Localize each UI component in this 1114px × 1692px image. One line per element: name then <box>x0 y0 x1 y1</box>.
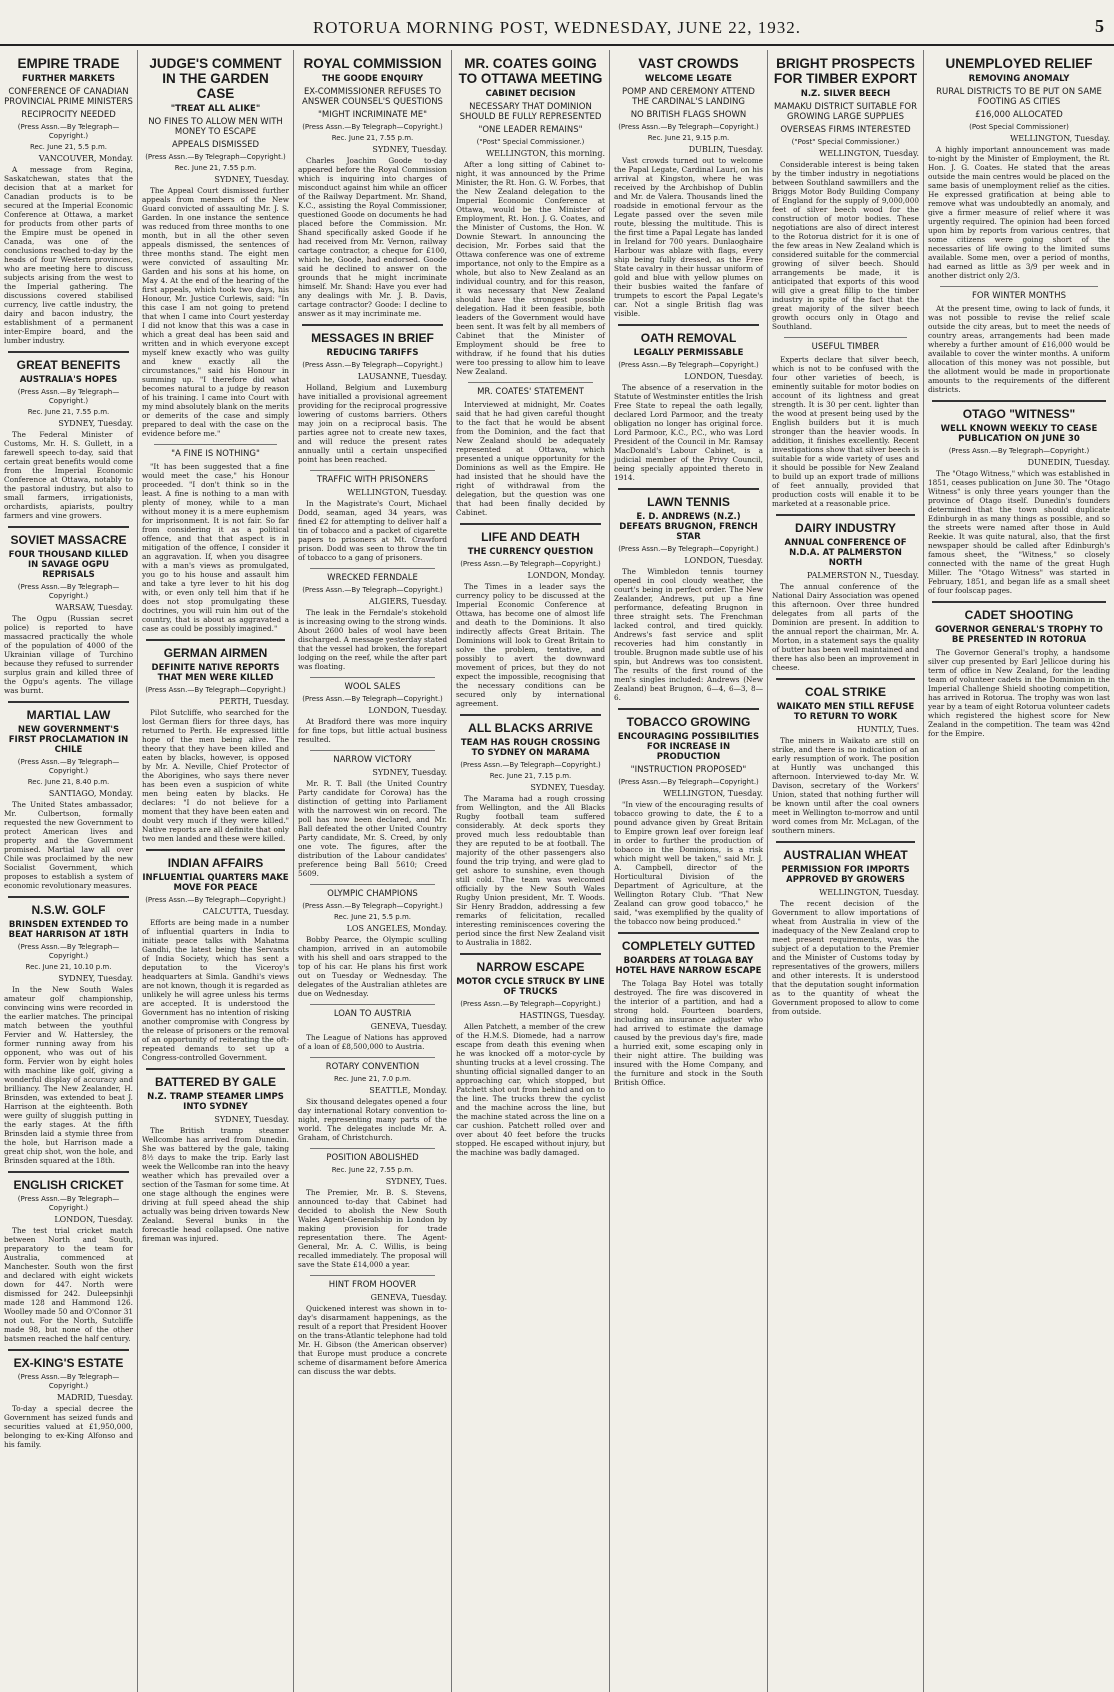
masthead-rule <box>0 44 1114 46</box>
press-credit: (Press Assn.—By Telegraph—Copyright.) <box>618 123 759 131</box>
article-body: The test trial cricket match between North and South, preparatory to the team for Australia, commenced at Manchester. South won the first and declared with eight wickets down for 447. North were dismissed for 242. Duleepsinhji made 128 and Hammond 126. Woolley made 50 and O'Connor 31 not out. For the North, Sutcliffe made 98, but none of the other batsmen reached the half century. <box>4 1226 133 1343</box>
press-credit: (Press Assn.—By Telegraph—Copyright.) <box>618 545 759 553</box>
article-headline: OTAGO "WITNESS" <box>962 407 1076 421</box>
article <box>614 708 763 926</box>
article-divider <box>146 1068 285 1070</box>
section-divider <box>940 286 1098 287</box>
article-divider <box>618 708 759 710</box>
article-body: In the Magistrate's Court, Michael Dodd, seaman, aged 34 years, was fined £2 for attempting to deliver half a tin of tobacco and a packet of cigarette papers to prisoners at Mt. Crawford prison. Dodd was seen to throw the tin of tobacco to a gang of prisoners. <box>298 499 447 562</box>
article-dateline: LONDON, Tuesday. <box>368 706 447 715</box>
article-body: Experts declare that silver beech, which is not to be confused with the four other varieties of beech, is eminently suitable for motor bodies on account of its lightness and great strength. It is 30 per cent. lighter than the wood at present being used by the English builders but it is much stronger than the heavier woods. In addition, it finishes excellently. Recent investigations show that silver beech is suitable for a wide variety of uses and it should be possible for New Zealand to build up an export trade of millions of feet annually, provided that production costs will enable it to be marketed at a reasonable price. <box>772 355 919 508</box>
article-subhead: HINT FROM HOOVER <box>328 1280 417 1290</box>
press-credit: (Press Assn.—By Telegraph—Copyright.) <box>302 361 443 369</box>
article-dateline: WELLINGTON, Tuesday. <box>819 888 919 897</box>
article-subhead: REMOVING ANOMALY <box>968 74 1070 84</box>
article-dateline: LONDON, Tuesday. <box>684 556 763 565</box>
article-divider <box>460 523 601 525</box>
article-headline: COAL STRIKE <box>804 685 887 699</box>
article-body: The "Otago Witness," which was established in 1851, ceases publication on June 30. The "Otago Witness" is only three years younger than the province of Otago itself. Dunedin's founders determined that the town should duplicate Edinburgh in as many things as possible, and so the streets were named after those in Auld Reekie. It was quite natural, also, that the first newspaper should be called after Edinburgh's famous sheet, the "Witness," so closely connected with the name of the great Hugh Miller. The "Otago Witness" was started in February, 1851, and began life as a small sheet of four foolscap pages. <box>928 469 1110 595</box>
article-dateline: MADRID, Tuesday. <box>57 1393 133 1402</box>
article-body: Bobby Pearce, the Olympic sculling champion, arrived in an automobile with his shell and oars strapped to the top of his car. He plans his first work out on Tuesday or Wednesday. The delegates of the Australian athletes are due on Wednesday. <box>298 935 447 998</box>
article-body: A highly important announcement was made to-night by the Minister of Employment, the Rt. Hon. J. G. Coates. He stated that the areas outside the main centres would be placed on the same basis of unemployment relief as the cities. He expressed gratification at being able to remove what was undoubtedly an anomaly, and give a firmer measure of relief where it was urgently required. The opinion had been forced upon him by reports from various centres, that some citizens were going short of the necessaries of life owing to the limited sums available. Some men, over a period of months, had earned as little as 3/9 per week and in another district only 2/3. <box>928 145 1110 280</box>
section-divider <box>310 568 435 569</box>
article-divider <box>618 488 759 490</box>
article-headline: COMPLETELY GUTTED <box>621 939 756 953</box>
article <box>614 932 763 1087</box>
column-1 <box>0 50 138 1692</box>
article-divider <box>8 896 129 898</box>
article-dateline: LONDON, Tuesday. <box>684 372 763 381</box>
column-3 <box>294 50 452 1692</box>
article-body: The Tolaga Bay Hotel was totally destroyed. The fire was discovered in the interior of a partition, and had a strong hold. Fourteen boarders, including an insurance adjuster who had arrived to estimate the damage caused by the previous day's fire, made a hurried exit, some escaping only in their night attire. The building was insured with the Home Company, and the furniture and stock in the South British Office. <box>614 979 763 1087</box>
article-divider <box>618 324 759 326</box>
article-body: The recent decision of the Government to allow importations of wheat from Australia in view of the inadequacy of the New Zealand crop to meet present requirements, was the subject of a deputation to the Premier and the Minister of Customs today by representatives of the growers, millers and other interests. It is understood that the deputation sought information as to the quantity of wheat the Government proposed to allow to come from outside. <box>772 899 919 1016</box>
article-dateline: PERTH, Tuesday. <box>219 697 289 706</box>
article-dateline: GENEVA, Tuesday. <box>370 1293 447 1302</box>
article <box>614 56 763 318</box>
article-subhead: INFLUENTIAL QUARTERS MAKE MOVE FOR PEACE <box>142 873 289 893</box>
article-subhead: AUSTRALIA'S HOPES <box>19 375 118 385</box>
article-dateline: GENEVA, Tuesday. <box>370 1022 447 1031</box>
article <box>928 601 1110 738</box>
article-subhead: WOOL SALES <box>344 682 401 692</box>
article-body: The leak in the Ferndale's stokehold is increasing owing to the strong winds. About 2600 bales of wool have been discharged. A message yesterday stated that the vessel had broken, the forepart lodging on the reef, while the after part was floating. <box>298 608 447 671</box>
article-body: Holland, Belgium and Luxemburg have initialled a provisional agreement providing for the reciprocal progressive lowering of customs barriers. Others may join on a reciprocal basis. The parties agree not to create new taxes, and will reduce the present rates annually until a certain unspecified point has been reached. <box>298 383 447 464</box>
received-date: Rec. June 21, 9.15 p.m. <box>647 134 730 142</box>
article-subhead: RURAL DISTRICTS TO BE PUT ON SAME FOOTING AS CITIES <box>936 87 1102 107</box>
article-divider <box>460 714 601 716</box>
section-divider <box>310 677 435 678</box>
article-headline: SOVIET MASSACRE <box>10 533 127 547</box>
article <box>298 324 447 464</box>
article <box>298 1004 447 1051</box>
article-subhead: "MIGHT INCRIMINATE ME" <box>317 110 428 120</box>
article-divider <box>146 849 285 851</box>
article-body: Quickened interest was shown in to-day's disarmament happenings, as the result of a report that President Hoover on the trans-Atlantic telephone had told Mr. H. Gibson (the American observer) that Europe must produce a concrete scheme of disarmament before America can discuss the war debts. <box>298 1304 447 1376</box>
article-headline: MR. COATES GOING TO OTTAWA MEETING <box>458 56 603 86</box>
article-divider <box>8 1349 129 1351</box>
press-credit: (Press Assn.—By Telegraph—Copyright.) <box>948 447 1090 455</box>
article-dateline: PALMERSTON N., Tuesday. <box>806 571 919 580</box>
article-subhead: WAIKATO MEN STILL REFUSE TO RETURN TO WORK <box>776 702 915 722</box>
article-subhead: DEFINITE NATIVE REPORTS THAT MEN WERE KILLED <box>151 663 280 683</box>
column-2 <box>138 50 294 1692</box>
press-credit: (Press Assn.—By Telegraph—Copyright.) <box>145 686 286 694</box>
press-credit: (Press Assn.—By Telegraph—Copyright.) <box>302 123 443 131</box>
article-subhead: REDUCING TARIFFS <box>326 348 419 358</box>
article-dateline: LONDON, Tuesday. <box>54 1215 133 1224</box>
article <box>4 896 133 1165</box>
article-subhead: NO BRITISH FLAGS SHOWN <box>630 110 747 120</box>
column-4 <box>452 50 610 1692</box>
article <box>614 488 763 702</box>
press-credit: (Press Assn.—By Telegraph—Copyright.) <box>17 758 120 775</box>
masthead-title: ROTORUA MORNING POST, WEDNESDAY, JUNE 22, 1932. <box>312 18 802 37</box>
article-subhead: FURTHER MARKETS <box>22 74 115 84</box>
article-dateline: LAUSANNE, Tuesday. <box>357 372 447 381</box>
article <box>142 1068 289 1243</box>
press-credit: (Press Assn.—By Telegraph—Copyright.) <box>17 123 120 140</box>
article-headline: DAIRY INDUSTRY <box>795 521 896 535</box>
article-headline: UNEMPLOYED RELIEF <box>945 56 1093 71</box>
article-body: At the present time, owing to lack of funds, it was not possible to revise the relief scale outside the city areas, but to meet the needs of country areas, arrangements had been made whereby a further amount of £16,000 would be available to cover the winter months. A uniform allocation of this money was not possible, but the allotment would be made in proportionate amounts to the requirements of the different districts. <box>928 304 1110 394</box>
article-subhead: USEFUL TIMBER <box>811 342 880 352</box>
article <box>772 678 919 835</box>
article-headline: LIFE AND DEATH <box>481 530 580 544</box>
article-headline: EX-KING'S ESTATE <box>13 1356 124 1370</box>
received-date: Rec. June 21, 7.0 p.m. <box>333 1075 412 1083</box>
article-subhead: ANNUAL CONFERENCE OF N.D.A. AT PALMERSTON NORTH <box>784 538 907 568</box>
article-headline: BATTERED BY GALE <box>155 1075 276 1089</box>
article-subhead: MAMAKU DISTRICT SUITABLE FOR GROWING LARGE SUPPLIES <box>773 102 918 122</box>
section-divider <box>784 337 907 338</box>
press-credit: ("Post" Special Commissioner.) <box>791 138 900 146</box>
press-credit: (Press Assn.—By Telegraph—Copyright.) <box>17 1195 120 1212</box>
article <box>142 849 289 1062</box>
article <box>298 677 447 744</box>
article <box>928 286 1110 394</box>
article-dateline: SYDNEY, Tuesday. <box>58 974 133 983</box>
page-number: 5 <box>1095 16 1104 36</box>
received-date: Rec. June 21, 7.55 p.m. <box>174 164 257 172</box>
press-credit: (Press Assn.—By Telegraph—Copyright.) <box>618 778 759 786</box>
article-dateline: DUNEDIN, Tuesday. <box>1027 458 1110 467</box>
article-subhead: LOAN TO AUSTRIA <box>333 1009 412 1019</box>
article-headline: MARTIAL LAW <box>26 708 111 722</box>
article <box>456 56 605 376</box>
article-divider <box>618 932 759 934</box>
article-headline: ROYAL COMMISSION <box>303 56 442 71</box>
article-dateline: SYDNEY, Tuesday. <box>372 768 447 777</box>
section-divider <box>310 1057 435 1058</box>
article <box>772 337 919 508</box>
article-body: The Marama had a rough crossing from Wellington, and the All Blacks Rugby football team suffered considerably. At deck sports they proved much less redoubtable than they are reputed to be at football. The majority of the other passengers also found the trip trying, and were glad to get ashore to sunshine, even though still cold. The team was welcomed officially by the New South Wales Rugby Union president, Mr. T. Woods. Sir Henry Braddon, addressing a few remarks of felicitation, recalled interesting reminiscences covering the period since the first New Zealand visit to Australia in 1882. <box>456 794 605 947</box>
article-subhead: NO FINES TO ALLOW MEN WITH MONEY TO ESCAPE <box>148 117 283 137</box>
article-headline: AUSTRALIAN WHEAT <box>783 848 908 862</box>
section-divider <box>310 884 435 885</box>
article <box>4 1349 133 1449</box>
article-body: Considerable interest is being taken by the timber industry in negotiations between Southland sawmillers and the Briggs Motor Body Building Company of England for the supply of 9,000,000 feet of silver beech wood for the construction of motor bodies. These negotiations are also of direct interest to the Rotorua district for it is one of the few areas in New Zealand which is considered suitable for the commercial growing of silver beech. Should arrangements be made, it is anticipated that exports of this wood will give a great fillip to the timber industry in spite of the fact that the great majority of the silver beech growth occurs only in Otago and Southland. <box>772 160 919 331</box>
article-subhead: TRAFFIC WITH PRISONERS <box>316 475 429 485</box>
article-body: Allen Patchett, a member of the crew of the H.M.S. Diomede, had a narrow escape from death this evening when he was knocked off a motor-cycle by shunting trucks at a level crossing. The shunting official signalled danger to an approaching car, which stopped, but Patchett shot out from behind and on to the line. The trucks threw the cyclist and the machine across the line, but the machine stated across the line on a car cushion. Patchett rolled over and over about 40 feet before the trucks stopped. He escaped without injury, but the machine was badly damaged. <box>456 1022 605 1157</box>
article-dateline: CALCUTTA, Tuesday. <box>202 907 289 916</box>
press-credit: (Press Assn.—By Telegraph—Copyright.) <box>17 388 120 405</box>
article-subhead: ENCOURAGING POSSIBILITIES FOR INCREASE IN PRODUCTION <box>617 732 760 762</box>
article <box>928 400 1110 595</box>
article <box>142 444 289 633</box>
article-body: The Appeal Court dismissed further appeals from members of the New Guard convicted of assaulting Mr. J. S. Garden. In one instance the sentence was reduced from three months to one month, but in all the other seven appeals dismissed, the sentences of three months stand. The eight men were convicted of assaulting Mr. Garden and his sons at his home, on May 4. At the end of the hearing of the first appeals, which took two days, his Honour, Mr. Justice Curlewis, said: "In this case I am not going to pretend that when I came into Court yesterday I did not know that this was a case in which a great deal has been said and written and in which everyone except myself knew exactly who was guilty and knew exactly all the circumstances," said his Honour in summing up. "I therefore did what becomes natural to a judge by reason of his training. I came into Court with my mind absolutely blank on the merits or demerits of the case and simply prepared to deal with the case on the evidence before me." <box>142 186 289 438</box>
article-body: The League of Nations has approved of a loan of £8,500,000 to Austria. <box>298 1033 447 1051</box>
article <box>928 56 1110 280</box>
column-5 <box>610 50 768 1692</box>
article-dateline: HUNTLY, Tues. <box>856 725 919 734</box>
article-divider <box>8 351 129 353</box>
article-body: Interviewed at midnight, Mr. Coates said that he had given careful thought to the fact that he would be absent from the Dominion, and the fact that New Zealand should be adequately represented at Ottawa, which presented a unique opportunity for the Dominions as well as the Empire. He had insisted that he should have the right of withdrawal from the delegation, but the question was one that had been finally decided by Cabinet. <box>456 400 605 517</box>
article-dateline: WELLINGTON, Tuesday. <box>819 149 919 158</box>
article-subhead: TEAM HAS ROUGH CROSSING TO SYDNEY ON MARAMA <box>460 738 601 758</box>
article-subhead: "A FINE IS NOTHING" <box>171 449 260 459</box>
article-subhead: E. D. ANDREWS (N.Z.) DEFEATS BRUGNON, FRENCH STAR <box>619 512 758 542</box>
article <box>298 1148 447 1269</box>
article-divider <box>932 601 1106 603</box>
press-credit: (Press Assn.—By Telegraph—Copyright.) <box>17 583 120 600</box>
article-body: Mr. R. T. Ball (the United Country Party candidate for Corowa) has the distinction of getting into Parliament with the narrowest win on record. The poll has now been declared, and Mr. Ball defeated the other United Country Party candidate, Mr. S. Creed, by only one vote. The figures, after the distribution of the Labour candidates' preference being Ball 5610; Creed 5609. <box>298 779 447 878</box>
received-date: Rec. June 21, 7.15 p.m. <box>489 772 572 780</box>
received-date: Rec. June 21, 8.40 p.m. <box>27 778 110 786</box>
article-divider <box>776 514 915 516</box>
article-dateline: SYDNEY, Tuesday. <box>214 175 289 184</box>
press-credit: (Post Special Commissioner) <box>969 123 1069 131</box>
article-headline: TOBACCO GROWING <box>626 715 751 729</box>
article-dateline: WELLINGTON, this morning. <box>485 149 605 158</box>
article <box>772 841 919 1016</box>
article-subhead: "TREAT ALL ALIKE" <box>170 104 261 114</box>
article-headline: N.S.W. GOLF <box>31 903 106 917</box>
article-subhead: NEW GOVERNMENT'S FIRST PROCLAMATION IN CHILE <box>8 725 129 755</box>
article-subhead: FOR WINTER MONTHS <box>972 291 1066 301</box>
masthead <box>0 0 1114 46</box>
press-credit: (Press Assn.—By Telegraph—Copyright.) <box>460 1000 601 1008</box>
article-headline: OATH REMOVAL <box>640 331 737 345</box>
press-credit: (Press Assn.—By Telegraph—Copyright.) <box>302 586 443 594</box>
article <box>456 953 605 1157</box>
received-date: Rec. June 21, 10.10 p.m. <box>25 963 112 971</box>
article-dateline: SANTIAGO, Monday. <box>48 789 133 798</box>
article-body: "It has been suggested that a fine would meet the case," his Honour proceeded. "I don't think so in the least. A fine is nothing to a man with plenty of money, while to a man without money it is a mere euphemism for imprisonment. It is not fair. So far from considering it as a political offence, and that that aspect is in mitigation of the offence, I consider it an aggravation. If, when you disagree with a man's views as promulgated, you go to his house and assault him and take a tyre lever to hit his dog with, or even only tell him that if he does not stop promulgating these doctrines, you will ruin him out of the country, that is about as aggravated a case as could be possibly imagined." <box>142 462 289 633</box>
article-divider <box>460 953 601 955</box>
article-body: Six thousand delegates opened a four day international Rotary convention to-night, representing many parts of the world. The delegates include Mr. A. Graham, of Christchurch. <box>298 1097 447 1142</box>
article-dateline: VANCOUVER, Monday. <box>38 154 133 163</box>
article <box>298 884 447 998</box>
article-dateline: HASTINGS, Tuesday. <box>519 1011 605 1020</box>
article-subhead: RECIPROCITY NEEDED <box>21 110 116 120</box>
article <box>4 351 133 520</box>
article <box>298 568 447 671</box>
article <box>4 56 133 345</box>
article-subhead: THE GOODE ENQUIRY <box>321 74 424 84</box>
article-subhead: PERMISSION FOR IMPORTS APPROVED BY GROWERS <box>781 865 910 885</box>
article <box>772 56 919 331</box>
article-headline: LAWN TENNIS <box>647 495 730 509</box>
article-headline: EMPIRE TRADE <box>17 56 120 71</box>
article-subhead: "INSTRUCTION PROPOSED" <box>630 765 747 775</box>
article-body: The Times in a leader says the currency policy to be discussed at the Imperial Economic Conference at Ottawa, has become one of almost life and death to the Dominions. It also indirectly affects Great Britain. The Dominions will look to Great Britain to solve the problem, tentative, and possibly to avert the downward movement of prices, but they do not expect the impossible, recognising that the necessary conditions can be secured only by international agreement. <box>456 582 605 708</box>
article-dateline: DUBLIN, Tuesday. <box>688 145 763 154</box>
article-body: The Ogpu (Russian secret police) is reported to have massacred practically the whole of the population of 4000 of the Ukrainian village of Turchino because they refused to surrender surplus grain and killed three of the Ogpu's agents. The village was burnt. <box>4 614 133 695</box>
article-body: The miners in Waikato are still on strike, and there is no indication of an early resumption of work. The position at Huntly was unchanged this afternoon. Interviewed to-day Mr. W. Davison, secretary of the Workers' Union, stated that nothing further will be known until after the coal owners meet in Wellington to-morrow and until word comes from Mr. McLagan, of the southern miners. <box>772 736 919 835</box>
article <box>298 56 447 318</box>
press-credit: ("Post" Special Commissioner.) <box>476 138 585 146</box>
article-divider <box>932 400 1106 402</box>
article-body: In the New South Wales amateur golf championship, convincing wins were recorded in the earlier matches. The principal match between the youthful Fervier and W. Hattersley, the former running away from his opponent, who was out of his form. Fervier won by eight holes with machine like golf, giving a wonderful display of accuracy and brilliancy. The New Zealander, H. Brinsden, was extended to beat J. Harrison at the eighteenth. Both were guilty of sluggish putting in the early stages. At the fifth Brinsden laid a stymie three from the hole, but Harrison made a great chip shot, won the hole, and Brinsden squared at the 18th. <box>4 985 133 1165</box>
column-7 <box>924 50 1114 1692</box>
received-date: Rec. June 21, 5.5 p.m. <box>333 913 412 921</box>
article-body: At Bradford there was more inquiry for fine tops, but little actual business resulted. <box>298 717 447 744</box>
article-body: The Premier, Mr. B. S. Stevens, announced to-day that Cabinet had decided to abolish the New South Wales Agent-Generalship in London by making provision for trade representation there. The Agent-General, Mr. A. C. Willis, is being recalled immediately. The proposal will save the State £14,000 a year. <box>298 1188 447 1269</box>
article-dateline: WARSAW, Tuesday. <box>55 603 133 612</box>
article-body: Efforts are being made in a number of influential quarters in India to initiate peace talks with Mahatma Gandhi, the latest being the Servants of India Society, which has sent a deputation to the Viceroy's headquarters at Simla. Gandhi's views are not known, though it is regarded as unlikely he will agree unless his terms are accepted. It is understood the Government has no intention of risking another compromise with Congress by the release of prisoners or the removal of an opportunity of reiterating the oft-repeated demands to set up a Congress-controlled Government. <box>142 918 289 1062</box>
press-credit: (Press Assn.—By Telegraph—Copyright.) <box>302 902 443 910</box>
article-subhead: N.Z. SILVER BEECH <box>800 89 891 99</box>
article-body: A message from Regina, Saskatchewan, states that the decision that at a market for Canadian products is to be secured at the Imperial Economic Conference at Ottawa, a market for products from other parts of the Empire must be opened in Canada, was one of the conclusions reached to-day by the heads of four Western provinces, who are meeting here to discuss subjects arising from the west to the Imperial gathering. The discussions covered stabilised currency, live cattle industry, the dairy and bacon industry, the establishment of a permanent inter-Empire board, and the lumber industry. <box>4 165 133 345</box>
article <box>298 1275 447 1376</box>
article <box>298 470 447 562</box>
article-headline: MESSAGES IN BRIEF <box>311 331 434 345</box>
article-body: The annual conference of the National Dairy Association was opened this afternoon. Over three hundred delegates from all parts of the Dominion are present. In addition to the annual report the chairman, Mr. A. Morton, in a statement says the quality of butter has been well maintained and there has also been an improvement in cheese. <box>772 582 919 672</box>
article-subhead: N.Z. TRAMP STEAMER LIMPS INTO SYDNEY <box>147 1092 284 1112</box>
article <box>772 514 919 672</box>
article-subhead: BOARDERS AT TOLAGA BAY HOTEL HAVE NARROW ESCAPE <box>615 956 762 976</box>
article-dateline: SEATTLE, Monday. <box>369 1086 447 1095</box>
article <box>4 701 133 890</box>
article-dateline: LOS ANGELES, Monday. <box>346 924 447 933</box>
section-divider <box>310 470 435 471</box>
press-credit: (Press Assn.—By Telegraph—Copyright.) <box>302 695 443 703</box>
article-dateline: SYDNEY, Tuesday. <box>530 783 605 792</box>
press-credit: (Press Assn.—By Telegraph—Copyright.) <box>618 361 759 369</box>
article-headline: GREAT BENEFITS <box>16 358 121 372</box>
article-subhead: POSITION ABOLISHED <box>326 1153 419 1163</box>
article-dateline: ALGIERS, Tuesday. <box>368 597 447 606</box>
article <box>4 526 133 695</box>
article-subhead: FOUR THOUSAND KILLED IN SAVAGE OGPU REPRISALS <box>8 550 129 580</box>
article-divider <box>302 324 443 326</box>
article-subhead: MOTOR CYCLE STRUCK BY LINE OF TRUCKS <box>456 977 605 997</box>
article-subhead: ROTARY CONVENTION <box>325 1062 420 1072</box>
article-body: The Governor General's trophy, a handsome silver cup presented by Earl Jellicoe during his term of office in New Zealand, for the leading team of volunteer cadets in the Dominion in the Imperial Challenge Shield shooting competition, has arrived in Rotorua. The trophy was won last year by a team of eight Rotorua volunteer cadets which registered the highest score for New Zealand in the competition. The team was 42nd for the Empire. <box>928 648 1110 738</box>
article-dateline: SYDNEY, Tues. <box>385 1177 447 1186</box>
press-credit: (Press Assn.—By Telegraph—Copyright.) <box>145 153 286 161</box>
article-subhead: CONFERENCE OF CANADIAN PROVINCIAL PRIME MINISTERS <box>4 87 133 107</box>
article-body: The Federal Minister of Customs, Mr. H. S. Gullett, in a farewell speech to-day, said that certain great benefits would come from the Imperial Economic Conference at Ottawa, notably to the pastoral industry, but also to small farmers, irrigationists, orchardists, apiarists, poultry farmers and vine growers. <box>4 430 133 520</box>
section-divider <box>154 444 277 445</box>
article-divider <box>776 841 915 843</box>
article-body: Vast crowds turned out to welcome the Papal Legate, Cardinal Lauri, on his arrival at Kingston, where he was received by the Archbishop of Dublin and Mr. de Valera. Thousands lined the roadside in emotional fervour as the Legate passed over the seven mile route, blessing the multitude. This is the first time a Papal Legate has landed in Ireland for 700 years. Dunlaoghaire Harbour was ablaze with flags, every ship being fully dressed, as the Free State cavalry in their hussar uniform of gold and blue with yellow plumes on their busbies waited the fanfare of trumpets to escort the Papal Legate's car. Not a single British flag was visible. <box>614 156 763 318</box>
article-subhead: APPEALS DISMISSED <box>171 140 260 150</box>
article-divider <box>776 678 915 680</box>
section-divider <box>468 382 593 383</box>
article-subhead: MR. COATES' STATEMENT <box>477 387 584 397</box>
article-divider <box>8 1171 129 1173</box>
article-dateline: WELLINGTON, Tuesday. <box>347 488 447 497</box>
article-subhead: NECESSARY THAT DOMINION SHOULD BE FULLY REPRESENTED <box>459 102 602 122</box>
article-divider <box>146 639 285 641</box>
article-dateline: SYDNEY, Tuesday. <box>58 419 133 428</box>
received-date: Rec. June 21, 5.5 p.m. <box>29 143 108 151</box>
article-divider <box>8 526 129 528</box>
article-headline: GERMAN AIRMEN <box>163 646 268 660</box>
article-headline: JUDGE'S COMMENT IN THE GARDEN CASE <box>149 56 282 101</box>
article-body: "In view of the encouraging results of tobacco growing to date, the £ to a pound advance given by Great Britain to Empire grown leaf over foreign leaf in order to further the production of tobacco in the Dominions, is a risk which might well be taken," said Mr. J. A. Campbell, director of the Horticultural Division of the Department of Agriculture, at the Wellington Rotary Club. "That New Zealand can grow good tobacco," he said, "was exemplified by the quality of the tobacco now being produced." <box>614 800 763 926</box>
article-dateline: WELLINGTON, Tuesday. <box>1010 134 1110 143</box>
article-divider <box>8 701 129 703</box>
article-subhead: CABINET DECISION <box>485 89 576 99</box>
press-credit: (Press Assn.—By Telegraph—Copyright.) <box>17 943 120 960</box>
article <box>456 714 605 947</box>
press-credit: (Press Assn.—By Telegraph—Copyright.) <box>17 1373 120 1390</box>
article <box>298 750 447 878</box>
article-body: The absence of a reservation in the Statute of Westminster entitles the Irish Free State to repeal the oath legally, declared Lord Parmoor, and the treaty obligation no longer has original force. Lord Parmoor, K.C., P.C., who was Lord President of the Council in Mr. Ramsay MacDonald's Labour Cabinet, is a judicial member of the Privy Council, being specially appointed thereto in 1914. <box>614 383 763 482</box>
article-headline: INDIAN AFFAIRS <box>167 856 264 870</box>
column-6 <box>768 50 924 1692</box>
received-date: Rec. June 21, 7.55 p.m. <box>27 408 110 416</box>
article-dateline: LONDON, Monday. <box>527 571 605 580</box>
article <box>456 382 605 517</box>
article <box>142 639 289 843</box>
article-subhead: "ONE LEADER REMAINS" <box>478 125 583 135</box>
article-body: To-day a special decree the Government has seized funds and securities valued at £1,950,000, belonging to ex-King Alfonso and his family. <box>4 1404 133 1449</box>
article-headline: VAST CROWDS <box>638 56 739 71</box>
article-subhead: WELL KNOWN WEEKLY TO CEASE PUBLICATION ON JUNE 30 <box>940 424 1098 444</box>
article <box>456 523 605 708</box>
article-headline: CADET SHOOTING <box>964 608 1074 622</box>
article <box>4 1171 133 1343</box>
article-headline: ALL BLACKS ARRIVE <box>468 721 593 735</box>
press-credit: (Press Assn.—By Telegraph—Copyright.) <box>145 896 286 904</box>
article-subhead: NARROW VICTORY <box>333 755 412 765</box>
article-subhead: POMP AND CEREMONY ATTEND THE CARDINAL'S LANDING <box>622 87 755 107</box>
article-subhead: THE CURRENCY QUESTION <box>467 547 594 557</box>
section-divider <box>310 1275 435 1276</box>
received-date: Rec. June 21, 7.55 p.m. <box>331 134 414 142</box>
article-dateline: SYDNEY, Tuesday. <box>372 145 447 154</box>
article-subhead: OVERSEAS FIRMS INTERESTED <box>780 125 911 135</box>
article-headline: ENGLISH CRICKET <box>13 1178 124 1192</box>
section-divider <box>310 1148 435 1149</box>
article-subhead: EX-COMMISSIONER REFUSES TO ANSWER COUNSEL'S QUESTIONS <box>302 87 443 107</box>
article-subhead: GOVERNOR GENERAL'S TROPHY TO BE PRESENTED IN ROTORUA <box>935 625 1103 645</box>
article-body: The British tramp steamer Wellcombe has arrived from Dunedin. She was battered by the gale, taking 8½ days to make the trip. Early last week the Wellcombe ran into the heavy weather which has prevailed over a section of the Tasman for some time. At one stage although the engines were driving at full speed ahead the ship actually was being driven towards New Zealand. Several bunks in the forecastle head collapsed. One native fireman was injured. <box>142 1126 290 1243</box>
article-body: After a long sitting of Cabinet to-night, it was announced by the Prime Minister, the Rt. Hon. G. W. Forbes, that the New Zealand delegation to the Imperial Economic Conference at Ottawa, would be the Minister of Employment, Rt. Hon. J. G. Coates, and the Minister of Customs, the Hon. W. Downie Stewart. In announcing the decision, Mr. Forbes said that the Ottawa conference was one of extreme importance, not only to the Empire as a whole, but also to New Zealand as an individual country, and for this reason, it was necessary that New Zealand should have the strongest possible delegation. Had it been feasible, both leaders of the Government would have been sent. It was felt by all members of Cabinet that the Minister of Employment should be free to withdraw, if he found that his duties were too pressing to allow him to leave New Zealand. <box>456 160 605 376</box>
article <box>142 56 289 438</box>
article-dateline: SYDNEY, Tuesday. <box>214 1115 289 1124</box>
article-subhead: WRECKED FERNDALE <box>327 573 418 583</box>
newspaper-columns <box>0 50 1114 1692</box>
article-subhead: OLYMPIC CHAMPIONS <box>327 889 418 899</box>
article-subhead: £16,000 ALLOCATED <box>975 110 1063 120</box>
article-headline: NARROW ESCAPE <box>476 960 585 974</box>
press-credit: (Press Assn.—By Telegraph—Copyright.) <box>460 560 601 568</box>
article-dateline: WELLINGTON, Tuesday. <box>663 789 763 798</box>
article-body: Charles Joachim Goode to-day appeared before the Royal Commission which is inquiring into charges of misconduct against him while an officer of the Railway Department. Mr. Shand, K.C., assisting the Royal Commissioner, questioned Goode on documents he had placed before the Commission. Mr. Shand specifically asked Goode if he had received from Mr. Vernon, railway cartage contractor, a cheque for £100, which he, Goode, had endorsed. Goode said he declined to answer on the grounds that he might incriminate himself. Mr. Shand: Have you ever had any dealings with Mr. J. B. Davis, cartage contractor? Goode: I decline to answer as it may incriminate me. <box>298 156 447 318</box>
article-body: The United States ambassador, Mr. Culbertson, formally requested the new Government to protect American lives and property and the Government promised. Martial law all over Chile was proclaimed by the new Socialist Government, which proposes to establish a system of economic revolutionary measures. <box>4 800 133 890</box>
received-date: Rec. June 22, 7.55 p.m. <box>331 1166 414 1174</box>
press-credit: (Press Assn.—By Telegraph—Copyright.) <box>460 761 601 769</box>
article-subhead: BRINSDEN EXTENDED TO BEAT HARRISON AT 18TH <box>8 920 129 940</box>
article-body: The Wimbledon tennis tourney opened in cool cloudy weather, the court's being in perfect order. The New Zealander, Andrews, put up a fine performance, defeating Brugnon in three straight sets. The Frenchman lacked control, and tired quickly. Andrews's fast service and split recoveries had him constantly in trouble. Brugnon made subtle use of his spin, but Andrews was too consistent. The results of the first round of the men's singles included: Andrews (New Zealand) beat Brugnon, 6—4, 6—3, 8—6. <box>614 567 763 702</box>
article-headline: BRIGHT PROSPECTS FOR TIMBER EXPORT <box>773 56 918 86</box>
article-body: Pilot Sutcliffe, who searched for the lost German fliers for three days, has returned to Perth. He expressed little hope of the men being alive. The theory that they have been killed and eaten by blacks, however, is opposed by Mr. A. Neville, Chief Protector of the Aborigines, who says there never has been even a suspicion of white men being eaten by blacks. He declares: "I do not believe for a moment that they have been eaten and doubt very much if they were killed." Native reports are all definite that only two men landed and these were killed. <box>142 708 289 843</box>
section-divider <box>310 750 435 751</box>
article <box>298 1057 447 1142</box>
section-divider <box>310 1004 435 1005</box>
article <box>614 324 763 482</box>
article-subhead: WELCOME LEGATE <box>644 74 732 84</box>
article-subhead: LEGALLY PERMISSABLE <box>633 348 744 358</box>
